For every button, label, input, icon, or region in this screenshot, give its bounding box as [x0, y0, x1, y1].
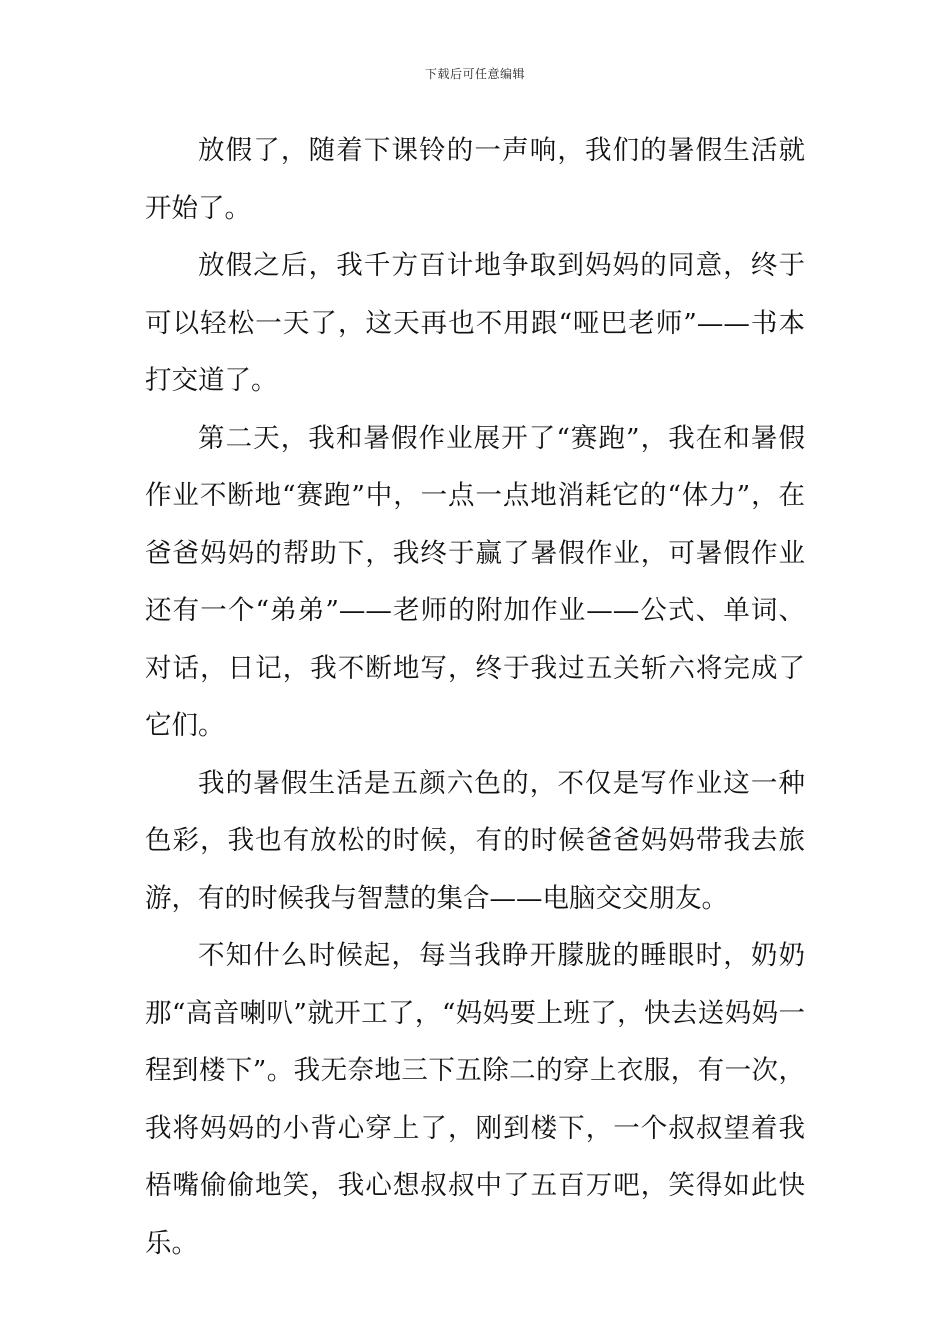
paragraph-5: 不知什么时候起，每当我睁开朦胧的睡眼时，奶奶那“高音喇叭”就开工了，“妈妈要上班了，快去送妈妈一程到楼下”。我无奈地三下五除二的穿上衣服，有一次，我将妈妈的小背心穿上了，刚到楼下，一个叔叔望着我梧嘴偷偷地笑，我心想叔叔中了五百万吧，笑得如此快乐。 — [145, 940, 805, 1259]
paragraph-1: 放假了，随着下课铃的一声响，我们的暑假生活就开始了。 — [145, 135, 805, 224]
page-header-note: 下载后可任意编辑 — [424, 67, 525, 81]
paragraph-3: 第二天，我和暑假作业展开了“赛跑”，我在和暑假作业不断地“赛跑”中，一点一点地消耗它的“体力”，在爸爸妈妈的帮助下，我终于赢了暑假作业，可暑假作业还有一个“弟弟”——老师的附加作业——公式、单词、对话，日记，我不断地写，终于我过五关斩六将完成了它们。 — [145, 422, 805, 741]
paragraph-2: 放假之后，我千方百计地争取到妈妈的同意，终于可以轻松一天了，这天再也不用跟“哑巴老师”——书本打交道了。 — [145, 250, 805, 396]
paragraph-4: 我的暑假生活是五颜六色的，不仅是写作业这一种色彩，我也有放松的时候，有的时候爸爸妈妈带我去旅游，有的时候我与智慧的集合——电脑交交朋友。 — [145, 767, 805, 914]
document-body — [145, 122, 805, 1272]
